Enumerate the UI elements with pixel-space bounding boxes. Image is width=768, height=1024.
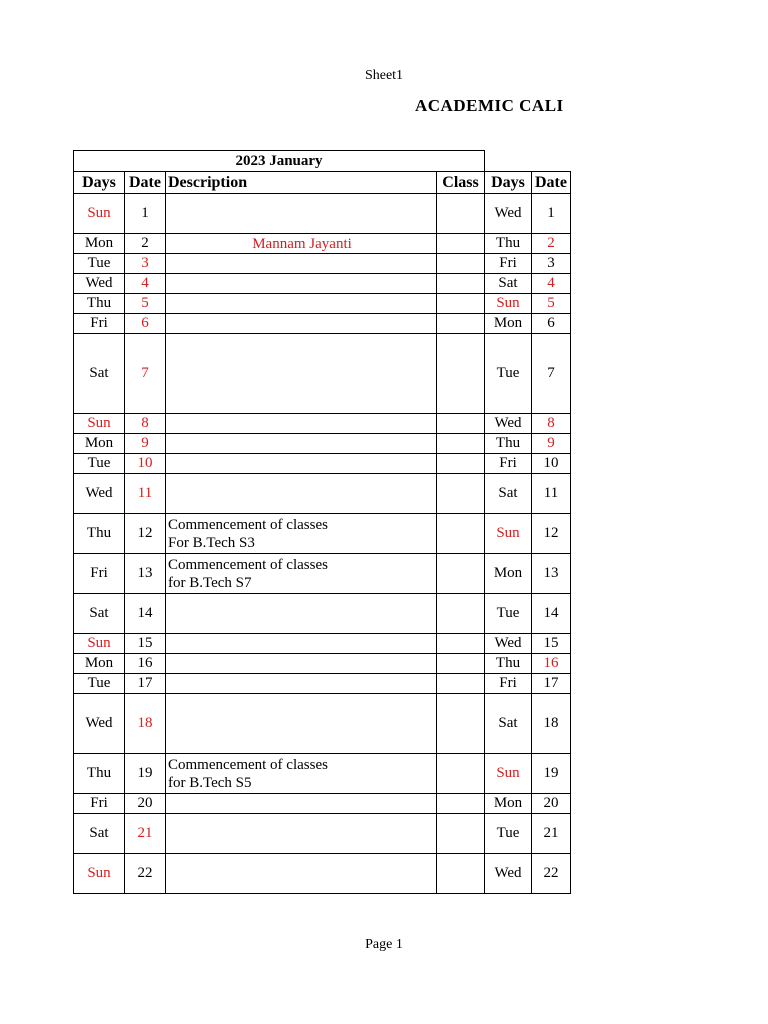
description-cell xyxy=(166,474,437,514)
date-cell-2: 21 xyxy=(532,814,571,854)
description-cell xyxy=(166,654,437,674)
date-cell: 12 xyxy=(125,514,166,554)
class-cell xyxy=(437,754,485,794)
class-cell xyxy=(437,514,485,554)
day-cell: Sat xyxy=(74,334,125,414)
table-row xyxy=(74,594,571,634)
day-cell: Fri xyxy=(74,794,125,814)
description-cell xyxy=(166,694,437,754)
description-cell xyxy=(166,274,437,294)
table-row xyxy=(74,234,571,254)
date-cell-2: 4 xyxy=(532,274,571,294)
day-cell-2: Thu xyxy=(485,234,532,254)
day-cell: Wed xyxy=(74,474,125,514)
day-cell: Tue xyxy=(74,674,125,694)
day-cell-2: Wed xyxy=(485,634,532,654)
class-cell xyxy=(437,674,485,694)
table-row xyxy=(74,474,571,514)
table-row xyxy=(74,314,571,334)
date-cell-2: 16 xyxy=(532,654,571,674)
day-cell-2: Tue xyxy=(485,594,532,634)
description-cell xyxy=(166,334,437,414)
description-cell xyxy=(166,254,437,274)
day-cell-2: Wed xyxy=(485,854,532,894)
day-cell-2: Wed xyxy=(485,414,532,434)
class-cell xyxy=(437,634,485,654)
table-row xyxy=(74,294,571,314)
table-row xyxy=(74,814,571,854)
page-footer: Page 1 xyxy=(365,937,403,952)
table-row xyxy=(74,674,571,694)
day-cell-2: Mon xyxy=(485,794,532,814)
day-cell-2: Sat xyxy=(485,474,532,514)
date-cell-2: 12 xyxy=(532,514,571,554)
day-cell-2: Sun xyxy=(485,754,532,794)
date-cell: 17 xyxy=(125,674,166,694)
description-cell xyxy=(166,554,437,594)
date-cell-2: 15 xyxy=(532,634,571,654)
header-class: Class xyxy=(437,172,485,194)
header-date-2: Date xyxy=(532,172,571,194)
table-row xyxy=(74,434,571,454)
date-cell-2: 11 xyxy=(532,474,571,514)
class-cell xyxy=(437,474,485,514)
day-cell: Sun xyxy=(74,194,125,234)
date-cell: 2 xyxy=(125,234,166,254)
blank-cell xyxy=(485,151,571,172)
table-row xyxy=(74,514,571,554)
table-row xyxy=(74,274,571,294)
description-cell xyxy=(166,234,437,254)
description-cell xyxy=(166,814,437,854)
date-cell-2: 2 xyxy=(532,234,571,254)
header-days-2: Days xyxy=(485,172,532,194)
day-cell-2: Fri xyxy=(485,454,532,474)
month-header-row xyxy=(74,151,571,172)
class-cell xyxy=(437,454,485,474)
date-cell-2: 17 xyxy=(532,674,571,694)
description-line-2: For B.Tech S3 xyxy=(168,534,255,551)
day-cell-2: Wed xyxy=(485,194,532,234)
date-cell: 19 xyxy=(125,754,166,794)
day-cell-2: Mon xyxy=(485,314,532,334)
date-cell: 14 xyxy=(125,594,166,634)
table-row xyxy=(74,694,571,754)
day-cell: Mon xyxy=(74,654,125,674)
class-cell xyxy=(437,314,485,334)
day-cell-2: Sat xyxy=(485,274,532,294)
date-cell-2: 8 xyxy=(532,414,571,434)
class-cell xyxy=(437,234,485,254)
description-cell xyxy=(166,194,437,234)
sheet-label: Sheet1 xyxy=(364,68,404,83)
class-cell xyxy=(437,194,485,234)
description-cell xyxy=(166,434,437,454)
header-days: Days xyxy=(74,172,125,194)
day-cell: Sat xyxy=(74,814,125,854)
class-cell xyxy=(437,814,485,854)
date-cell: 10 xyxy=(125,454,166,474)
day-cell-2: Thu xyxy=(485,654,532,674)
description-line-1: Mannam Jayanti xyxy=(252,235,352,252)
date-cell-2: 10 xyxy=(532,454,571,474)
day-cell-2: Fri xyxy=(485,254,532,274)
day-cell-2: Sat xyxy=(485,694,532,754)
header-description: Description xyxy=(166,172,437,194)
column-header-row xyxy=(74,172,571,194)
description-cell xyxy=(166,314,437,334)
class-cell xyxy=(437,654,485,674)
description-cell xyxy=(166,414,437,434)
day-cell: Sun xyxy=(74,634,125,654)
date-cell: 9 xyxy=(125,434,166,454)
day-cell: Tue xyxy=(74,254,125,274)
table-row xyxy=(74,454,571,474)
class-cell xyxy=(437,594,485,634)
date-cell-2: 1 xyxy=(532,194,571,234)
day-cell-2: Mon xyxy=(485,554,532,594)
day-cell-2: Tue xyxy=(485,814,532,854)
date-cell: 11 xyxy=(125,474,166,514)
day-cell: Fri xyxy=(74,554,125,594)
description-cell xyxy=(166,794,437,814)
date-cell: 4 xyxy=(125,274,166,294)
class-cell xyxy=(437,794,485,814)
class-cell xyxy=(437,334,485,414)
date-cell-2: 20 xyxy=(532,794,571,814)
day-cell: Wed xyxy=(74,274,125,294)
date-cell: 6 xyxy=(125,314,166,334)
class-cell xyxy=(437,274,485,294)
day-cell: Sun xyxy=(74,854,125,894)
date-cell: 15 xyxy=(125,634,166,654)
day-cell-2: Sun xyxy=(485,514,532,554)
description-cell xyxy=(166,454,437,474)
description-cell xyxy=(166,594,437,634)
day-cell: Wed xyxy=(74,694,125,754)
date-cell: 16 xyxy=(125,654,166,674)
date-cell-2: 9 xyxy=(532,434,571,454)
table-row xyxy=(74,794,571,814)
description-cell xyxy=(166,634,437,654)
table-row xyxy=(74,194,571,234)
date-cell: 20 xyxy=(125,794,166,814)
table-row xyxy=(74,254,571,274)
date-cell-2: 22 xyxy=(532,854,571,894)
day-cell: Thu xyxy=(74,514,125,554)
day-cell: Sun xyxy=(74,414,125,434)
description-line-1: Commencement of classes xyxy=(168,556,328,573)
date-cell-2: 3 xyxy=(532,254,571,274)
description-cell xyxy=(166,854,437,894)
month-header: 2023 January xyxy=(74,151,485,172)
date-cell: 1 xyxy=(125,194,166,234)
academic-calendar-table xyxy=(73,150,571,894)
date-cell: 13 xyxy=(125,554,166,594)
day-cell: Thu xyxy=(74,294,125,314)
day-cell: Tue xyxy=(74,454,125,474)
date-cell: 7 xyxy=(125,334,166,414)
table-row xyxy=(74,854,571,894)
date-cell-2: 19 xyxy=(532,754,571,794)
description-line-2: for B.Tech S7 xyxy=(168,574,252,591)
day-cell-2: Tue xyxy=(485,334,532,414)
description-line-2: for B.Tech S5 xyxy=(168,774,252,791)
class-cell xyxy=(437,854,485,894)
description-cell xyxy=(166,514,437,554)
day-cell: Fri xyxy=(74,314,125,334)
date-cell: 22 xyxy=(125,854,166,894)
date-cell-2: 14 xyxy=(532,594,571,634)
description-line-1: Commencement of classes xyxy=(168,756,328,773)
day-cell-2: Fri xyxy=(485,674,532,694)
class-cell xyxy=(437,254,485,274)
table-row xyxy=(74,754,571,794)
date-cell-2: 5 xyxy=(532,294,571,314)
class-cell xyxy=(437,414,485,434)
date-cell-2: 13 xyxy=(532,554,571,594)
table-row xyxy=(74,554,571,594)
date-cell: 3 xyxy=(125,254,166,274)
description-cell xyxy=(166,674,437,694)
page-title: ACADEMIC CALI xyxy=(415,96,564,115)
date-cell: 18 xyxy=(125,694,166,754)
date-cell-2: 18 xyxy=(532,694,571,754)
description-cell xyxy=(166,294,437,314)
table-row xyxy=(74,654,571,674)
day-cell: Thu xyxy=(74,754,125,794)
date-cell-2: 6 xyxy=(532,314,571,334)
table-row xyxy=(74,334,571,414)
date-cell: 8 xyxy=(125,414,166,434)
header-date: Date xyxy=(125,172,166,194)
class-cell xyxy=(437,694,485,754)
class-cell xyxy=(437,434,485,454)
day-cell: Mon xyxy=(74,434,125,454)
day-cell: Sat xyxy=(74,594,125,634)
description-line-1: Commencement of classes xyxy=(168,516,328,533)
table-row xyxy=(74,414,571,434)
day-cell-2: Sun xyxy=(485,294,532,314)
day-cell-2: Thu xyxy=(485,434,532,454)
class-cell xyxy=(437,554,485,594)
description-cell xyxy=(166,754,437,794)
date-cell: 21 xyxy=(125,814,166,854)
date-cell-2: 7 xyxy=(532,334,571,414)
table-row xyxy=(74,634,571,654)
class-cell xyxy=(437,294,485,314)
date-cell: 5 xyxy=(125,294,166,314)
day-cell: Mon xyxy=(74,234,125,254)
